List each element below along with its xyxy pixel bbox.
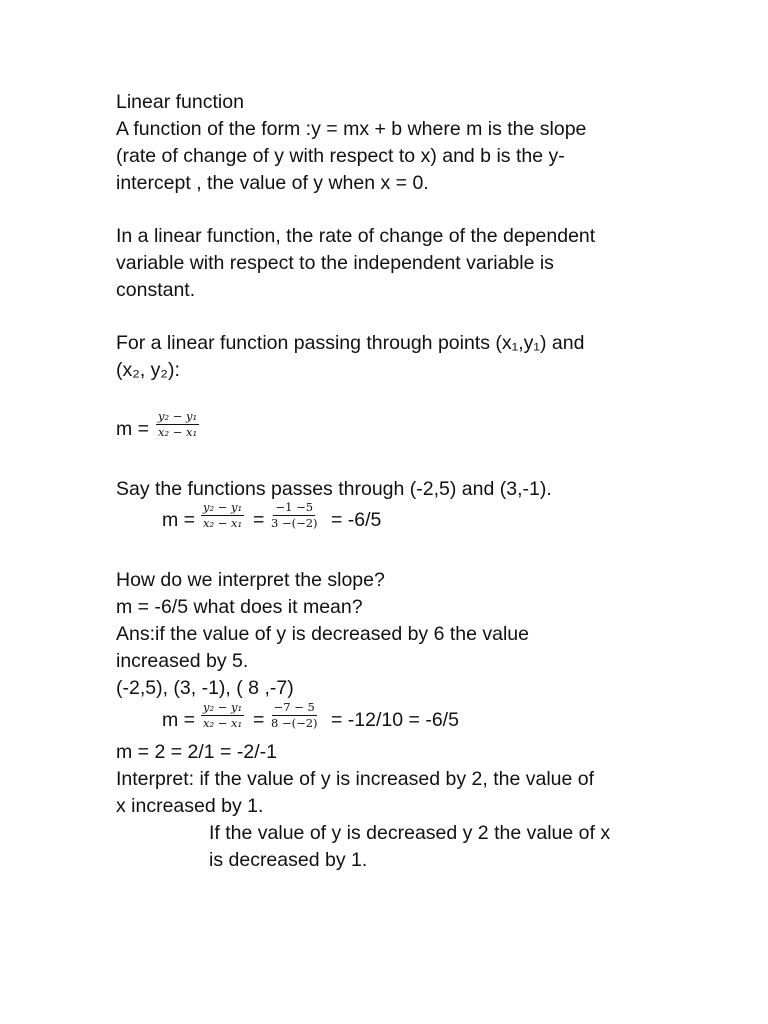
points-line-2: (x₂, y₂): [116, 359, 180, 381]
points-list: (-2,5), (3, -1), ( 8 ,-7) [116, 677, 294, 699]
fraction-denominator: x₂ − x₁ [203, 716, 243, 730]
interpret-line-2: x increased by 1. [116, 795, 264, 817]
example2-equals: = [253, 709, 265, 731]
example1-fraction-general [201, 501, 244, 530]
example1-fraction-values [269, 501, 320, 530]
interpret-line-4: is decreased by 1. [209, 849, 368, 871]
example2-result: = -12/10 = -6/5 [331, 709, 459, 731]
definition-line-2: (rate of change of y with respect to x) and b is the y- [116, 145, 565, 167]
answer-line-2: increased by 5. [116, 650, 249, 672]
interpret-question: How do we interpret the slope? [116, 569, 385, 591]
example1-result: = -6/5 [331, 509, 382, 531]
rate-line-1: In a linear function, the rate of change of the dependent [116, 225, 596, 247]
example1-intro: Say the functions passes through (-2,5) and (3,-1). [116, 478, 552, 500]
definition-line-1: A function of the form :y = mx + b where m is the slope [116, 118, 587, 140]
example2-fraction-general [201, 701, 244, 730]
example2-fraction-values [269, 701, 320, 730]
fraction-denominator: 3 −(−2) [271, 516, 318, 530]
rate-line-2: variable with respect to the independent variable is [116, 252, 554, 274]
fraction-numerator: y₂ − y₁ [158, 409, 198, 423]
example1-equals: = [253, 509, 265, 531]
interpret-line-1: Interpret: if the value of y is increased by 2, the value of [116, 768, 595, 790]
fraction-numerator: y₂ − y₁ [203, 500, 243, 514]
fraction-denominator: 8 −(−2) [271, 716, 318, 730]
interpret-meaning: m = -6/5 what does it mean? [116, 596, 363, 618]
answer-line-1: Ans:if the value of y is decreased by 6 the value [116, 623, 529, 645]
slope-two-line: m = 2 = 2/1 = -2/-1 [116, 741, 277, 763]
slope-formula-lhs: m = [116, 418, 150, 440]
example2-lhs: m = [162, 709, 196, 731]
slope-formula-fraction [156, 410, 199, 439]
definition-line-3: intercept , the value of y when x = 0. [116, 172, 429, 194]
rate-line-3: constant. [116, 279, 196, 301]
fraction-denominator: x₂ − x₁ [203, 516, 243, 530]
doc-title: Linear function [116, 91, 244, 113]
interpret-line-3: If the value of y is decreased y 2 the value of x [209, 822, 611, 844]
points-line-1: For a linear function passing through points (x₁,y₁) and [116, 332, 585, 354]
fraction-numerator: −7 − 5 [273, 700, 315, 714]
example1-lhs: m = [162, 509, 196, 531]
fraction-numerator: −1 −5 [275, 500, 314, 514]
fraction-denominator: x₂ − x₁ [158, 425, 198, 439]
fraction-numerator: y₂ − y₁ [203, 700, 243, 714]
